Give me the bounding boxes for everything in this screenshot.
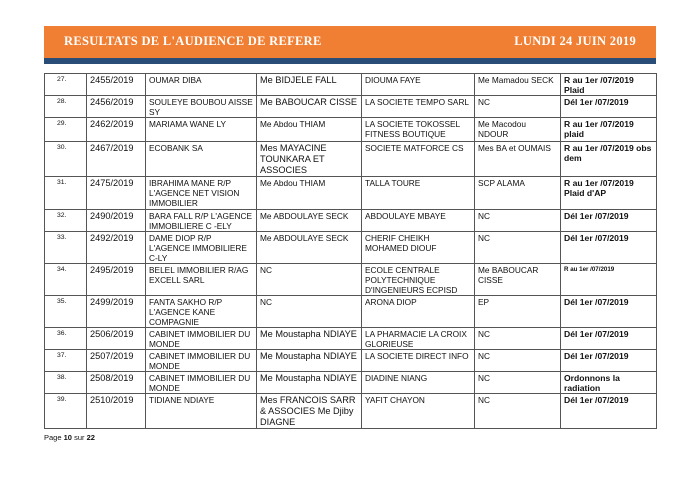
decision: Dél 1er /07/2019 [561,210,657,232]
defendant: DIOUMA FAYE [362,74,475,96]
table-row [45,142,657,177]
case-reference: 2495/2019 [87,264,146,296]
case-reference: 2506/2019 [87,328,146,350]
defendant: ECOLE CENTRALE POLYTECHNIQUE D'INGENIEURS ECPISD [362,264,475,296]
case-number: 34. [45,264,87,296]
defendant-counsel: NC [475,372,561,394]
plaintiff: CABINET IMMOBILIER DU MONDE [146,372,257,394]
case-reference: 2492/2019 [87,232,146,264]
defendant: ABDOULAYE MBAYE [362,210,475,232]
defendant-counsel: NC [475,350,561,372]
case-reference: 2510/2019 [87,394,146,429]
defendant-counsel: SCP ALAMA [475,177,561,210]
plaintiff: SOULEYE BOUBOU AISSE SY [146,96,257,118]
plaintiff-counsel: Mes MAYACINE TOUNKARA ET ASSOCIES [257,142,362,177]
defendant-counsel: NC [475,328,561,350]
plaintiff-counsel: Me Moustapha NDIAYE [257,372,362,394]
table-row [45,210,657,232]
decision: Dél 1er /07/2019 [561,328,657,350]
case-number: 32. [45,210,87,232]
case-reference: 2475/2019 [87,177,146,210]
defendant-counsel: EP [475,296,561,328]
plaintiff: BELEL IMMOBILIER R/AG EXCELL SARL [146,264,257,296]
page-footer [44,433,95,442]
defendant: LA PHARMACIE LA CROIX GLORIEUSE [362,328,475,350]
case-number: 30. [45,142,87,177]
case-reference: 2462/2019 [87,118,146,142]
decision: Dél 1er /07/2019 [561,296,657,328]
footer-prefix: Page [44,433,62,442]
plaintiff-counsel: Mes FRANCOIS SARR & ASSOCIES Me Djiby DIAGNE [257,394,362,429]
case-reference: 2508/2019 [87,372,146,394]
plaintiff-counsel: Me Moustapha NDIAYE [257,350,362,372]
table-row [45,264,657,296]
plaintiff-counsel: Me Moustapha NDIAYE [257,328,362,350]
decision: Dél 1er /07/2019 [561,394,657,429]
plaintiff: TIDIANE NDIAYE [146,394,257,429]
decision: Dél 1er /07/2019 [561,96,657,118]
plaintiff: OUMAR DIBA [146,74,257,96]
case-number: 28. [45,96,87,118]
case-reference: 2467/2019 [87,142,146,177]
plaintiff-counsel: NC [257,264,362,296]
plaintiff-counsel: Me BIDJELE FALL [257,74,362,96]
case-number: 29. [45,118,87,142]
defendant-counsel: NC [475,96,561,118]
plaintiff: FANTA SAKHO R/P L'AGENCE KANE COMPAGNIE [146,296,257,328]
defendant: LA SOCIETE TEMPO SARL [362,96,475,118]
hearing-date: LUNDI 24 JUIN 2019 [514,34,636,48]
case-reference: 2490/2019 [87,210,146,232]
plaintiff: DAME DIOP R/P L'AGENCE IMMOBILIERE C-LY [146,232,257,264]
results-table [44,73,657,429]
defendant: CHERIF CHEIKH MOHAMED DIOUF [362,232,475,264]
plaintiff-counsel: Me ABDOULAYE SECK [257,232,362,264]
table-row [45,394,657,429]
case-reference: 2507/2019 [87,350,146,372]
defendant: ARONA DIOP [362,296,475,328]
footer-total-pages: 22 [86,433,95,442]
case-number: 37. [45,350,87,372]
table-row [45,372,657,394]
decision: R au 1er /07/2019 plaid [561,118,657,142]
header-banner [44,26,656,64]
case-number: 35. [45,296,87,328]
decision: R au 1er /07/2019 obs dem [561,142,657,177]
defendant-counsel: NC [475,210,561,232]
case-number: 38. [45,372,87,394]
case-number: 39. [45,394,87,429]
document-title: RESULTATS DE L'AUDIENCE DE REFERE [64,34,322,48]
case-reference: 2455/2019 [87,74,146,96]
footer-middle: sur [74,433,85,442]
case-reference: 2499/2019 [87,296,146,328]
plaintiff-counsel: NC [257,296,362,328]
defendant-counsel: NC [475,232,561,264]
plaintiff-counsel: Me BABOUCAR CISSE [257,96,362,118]
case-number: 36. [45,328,87,350]
defendant-counsel: NC [475,394,561,429]
plaintiff: BARA FALL R/P L'AGENCE IMMOBILIERE C -ELY [146,210,257,232]
plaintiff: CABINET IMMOBILIER DU MONDE [146,350,257,372]
defendant-counsel: Me Mamadou SECK [475,74,561,96]
table-row [45,177,657,210]
decision: R au 1er /07/2019 Plaid [561,74,657,96]
decision: Dél 1er /07/2019 [561,350,657,372]
table-row [45,96,657,118]
plaintiff-counsel: Me Abdou THIAM [257,118,362,142]
decision: R au 1er /07/2019 [561,264,657,296]
case-number: 31. [45,177,87,210]
decision: R au 1er /07/2019 Plaid d'AP [561,177,657,210]
table-row [45,350,657,372]
plaintiff: IBRAHIMA MANE R/P L'AGENCE NET VISION IMMOBILIER [146,177,257,210]
table-row [45,328,657,350]
plaintiff-counsel: Me ABDOULAYE SECK [257,210,362,232]
case-number: 33. [45,232,87,264]
defendant-counsel: Me BABOUCAR CISSE [475,264,561,296]
table-row [45,74,657,96]
defendant: LA SOCIETE TOKOSSEL FITNESS BOUTIQUE [362,118,475,142]
defendant: YAFIT CHAYON [362,394,475,429]
plaintiff-counsel: Me Abdou THIAM [257,177,362,210]
defendant-counsel: Me Macodou NDOUR [475,118,561,142]
footer-current-page: 10 [63,433,72,442]
defendant: DIADINE NIANG [362,372,475,394]
table-row [45,118,657,142]
plaintiff: ECOBANK SA [146,142,257,177]
case-number: 27. [45,74,87,96]
defendant: SOCIETE MATFORCE CS [362,142,475,177]
table-row [45,232,657,264]
defendant: TALLA TOURE [362,177,475,210]
decision: Dél 1er /07/2019 [561,232,657,264]
defendant: LA SOCIETE DIRECT INFO [362,350,475,372]
table-row [45,296,657,328]
case-reference: 2456/2019 [87,96,146,118]
defendant-counsel: Mes BA et OUMAIS [475,142,561,177]
plaintiff: MARIAMA WANE LY [146,118,257,142]
decision: Ordonnons la radiation [561,372,657,394]
plaintiff: CABINET IMMOBILIER DU MONDE [146,328,257,350]
